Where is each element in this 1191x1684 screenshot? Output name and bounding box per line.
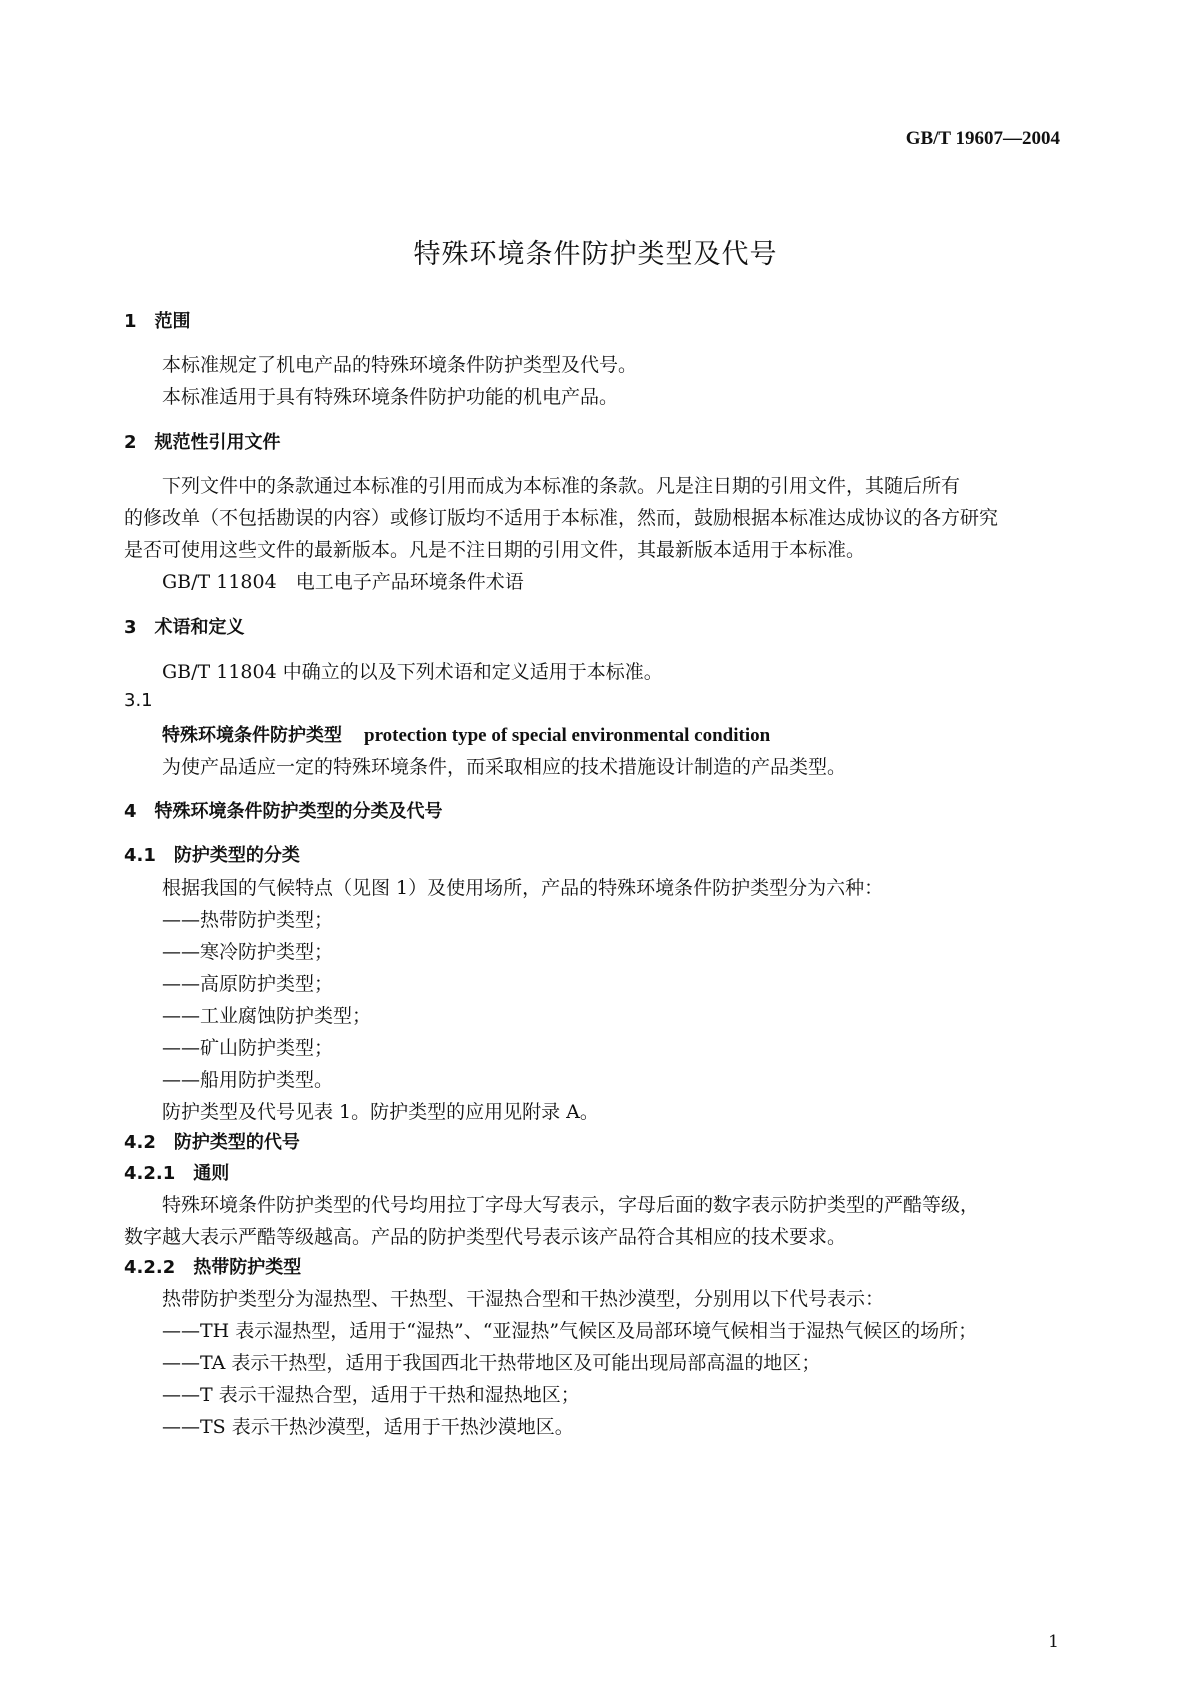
section-4-heading: 4 特殊环境条件防护类型的分类及代号 — [124, 801, 443, 822]
list-item: ——工业腐蚀防护类型； — [162, 1005, 372, 1027]
list-item: ——TH 表示湿热型，适用于“湿热”、“亚湿热”气候区及局部环境气候相当于湿热气候区的场所； — [162, 1320, 978, 1342]
section-2-para-line-1: 下列文件中的条款通过本标准的引用而成为本标准的条款。凡是注日期的引用文件，其随后所有 — [162, 475, 961, 497]
term-en: protection type of special environmental condition — [364, 725, 771, 746]
section-2-para-line-3: 是否可使用这些文件的最新版本。凡是不注日期的引用文件，其最新版本适用于本标准。 — [124, 539, 866, 561]
clause-4-2-2-intro: 热带防护类型分为湿热型、干热型、干湿热合型和干热沙漠型，分别用以下代号表示： — [162, 1288, 885, 1310]
section-3-heading: 3 术语和定义 — [124, 617, 245, 638]
clause-4-1-heading: 4.1 防护类型的分类 — [124, 845, 300, 866]
clause-4-2-1-line-2: 数字越大表示严酷等级越高。产品的防护类型代号表示该产品符合其相应的技术要求。 — [124, 1226, 847, 1248]
clause-4-1-note: 防护类型及代号见表 1。防护类型的应用见附录 A。 — [162, 1101, 599, 1123]
list-item: ——T 表示干湿热合型，适用于干热和湿热地区； — [162, 1384, 580, 1406]
page-title: 特殊环境条件防护类型及代号 — [413, 239, 778, 270]
clause-4-2-1-line-1: 特殊环境条件防护类型的代号均用拉丁字母大写表示，字母后面的数字表示防护类型的严酷等级， — [162, 1194, 980, 1216]
section-1-heading: 1 范围 — [124, 311, 191, 332]
standard-number: GB/T 19607—2004 — [905, 128, 1060, 149]
clause-3-1-term — [162, 721, 770, 747]
list-item: ——寒冷防护类型； — [162, 941, 334, 963]
list-item: ——TS 表示干热沙漠型，适用于干热沙漠地区。 — [162, 1416, 574, 1438]
section-1-para-2: 本标准适用于具有特殊环境条件防护功能的机电产品。 — [162, 386, 619, 408]
term-zh: 特殊环境条件防护类型 — [162, 725, 342, 746]
section-3-para-1: GB/T 11804 中确立的以及下列术语和定义适用于本标准。 — [162, 661, 663, 683]
list-item: ——高原防护类型； — [162, 973, 334, 995]
section-2-para-line-2: 的修改单（不包括勘误的内容）或修订版均不适用于本标准，然而，鼓励根据本标准达成协议的各方研究 — [124, 507, 999, 529]
list-item: ——矿山防护类型； — [162, 1037, 334, 1059]
clause-3-1-number: 3.1 — [124, 690, 153, 711]
list-item: ——TA 表示干热型，适用于我国西北干热带地区及可能出现局部高温的地区； — [162, 1352, 821, 1374]
section-1-para-1: 本标准规定了机电产品的特殊环境条件防护类型及代号。 — [162, 354, 638, 376]
page-number: 1 — [1048, 1632, 1059, 1652]
normative-reference: GB/T 11804 电工电子产品环境条件术语 — [162, 571, 524, 593]
clause-4-1-intro: 根据我国的气候特点（见图 1）及使用场所，产品的特殊环境条件防护类型分为六种： — [162, 877, 884, 899]
list-item: ——热带防护类型； — [162, 909, 334, 931]
clause-4-2-1-heading: 4.2.1 通则 — [124, 1163, 230, 1184]
clause-3-1-definition: 为使产品适应一定的特殊环境条件，而采取相应的技术措施设计制造的产品类型。 — [162, 756, 847, 778]
section-2-heading: 2 规范性引用文件 — [124, 432, 281, 453]
list-item: ——船用防护类型。 — [162, 1069, 334, 1091]
clause-4-2-2-heading: 4.2.2 热带防护类型 — [124, 1257, 302, 1278]
clause-4-2-heading: 4.2 防护类型的代号 — [124, 1132, 300, 1153]
